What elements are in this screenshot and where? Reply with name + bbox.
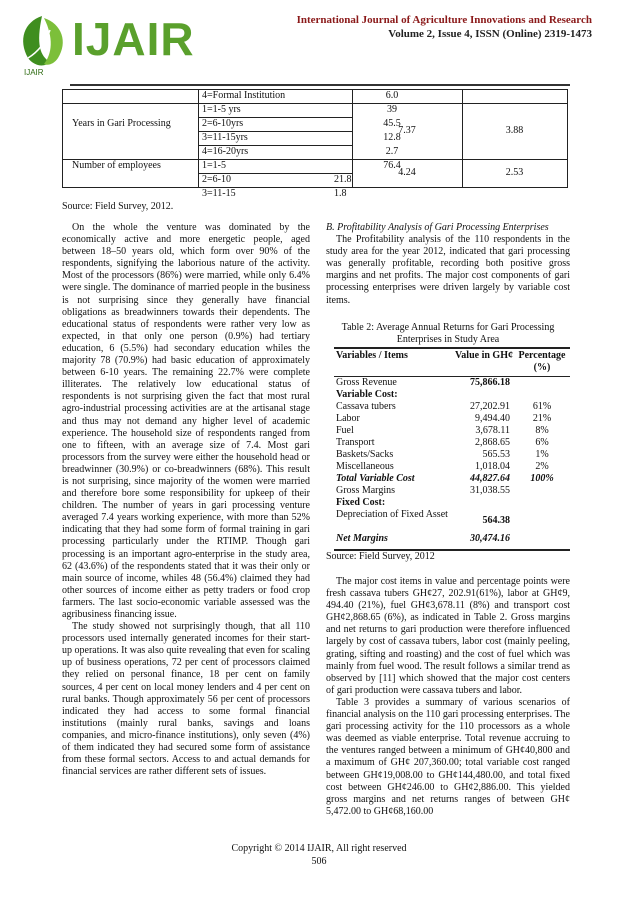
table1-source: Source: Field Survey, 2012. [62, 201, 174, 212]
table2-value: 31,038.55 [470, 485, 510, 496]
table2-item: Depreciation of Fixed Asset [336, 509, 448, 520]
paragraph: The Profitability analysis of the 110 respondents in the study area for the year 2012, indicated that gari processing was generally profitable, recording both positive gross margins and net profits. The major cost components of gari processing enterprises were driven largely by variable cost items. [326, 234, 570, 306]
table-cell: 76.4 [383, 160, 401, 171]
table-cell: 2=6-10yrs [202, 118, 244, 129]
copyright: Copyright © 2014 IJAIR, All right reserved [231, 843, 407, 854]
right-column-bottom [326, 576, 570, 818]
table2-item: Gross Revenue [336, 377, 397, 388]
table2-value: 565.53 [482, 449, 510, 460]
section-heading: B. Profitability Analysis of Gari Processing Enterprises [326, 222, 549, 233]
table2-source: Source: Field Survey, 2012 [326, 551, 435, 562]
page-number: 506 [311, 856, 327, 867]
table2-percentage: 21% [532, 413, 552, 424]
journal-logo [14, 8, 214, 78]
paragraph: On the whole the venture was dominated by the economically active and more energetic people, aged between 18–50 years old, which form over 90% of the respondents, signifying the laborious nature of the activity. Most of the processors (86%) were married, while only 6.4% were single. The dominance of married people in the business is not surprising since they generally have financial obligations as breadwinners towards their dependents. The educational status of respondents were rather very low as expected, in that only one person (0.9%) had tertiary education, 6 (5.5%) had secondary education whiles the majority 78 (70.9%) had basic education of approximately between 6-10 years. The remaining 22.7% were complete illiterates. The relatively low educational status of respondents is not surprising given the fact that most rural agro-industrial processing activities are at the artisanal stage and thus may not demand any higher level of academic experience. The household size of respondents ranged from one to fifteen, with an average size of 7.4. Most gari processors from the survey were either the household head or breadwinner (30.9%) or co-breadwinners (68%). This result is not surprising, since majority of the women were married and therefore bore some responsibility for upkeep of their children. The number of years in gari processing venture averaged 7.4 years working experience, with more than 52% indicating that they had some form of formal training in gari processing particularly under the RTIMP. Though gari processing is an important agro-enterprise in the study area, 62 (43.6%) of the respondents stated that it was their only or main source of income, whiles 48 (56.4%) claimed they had other sources of income either as petty traders or food crop farmers. The last socio-economic variable assessed was the agribusiness financing issue. [62, 222, 310, 620]
table2-value: 2,868.65 [475, 437, 510, 448]
demographics-table [62, 89, 568, 199]
table2-item: Gross Margins [336, 485, 395, 496]
table-cell: 3=11-15yrs [202, 132, 248, 143]
leaf-logo-icon [14, 12, 70, 70]
table2-value: 30,474.16 [470, 533, 510, 544]
table-cell: 4=16-20yrs [202, 146, 249, 157]
paragraph: The major cost items in value and percentage points were fresh cassava tubers GH¢27, 202.91(61%), labor at GH¢9, 494.40 (21%), fuel GH¢3,678.11 (8%) and transport cost GH¢2,868.65 (6%), as indicated in Table 2. Gross margins and net returns to gari production were therefore influenced largely by cost of cassava tubers, labor cost (mainly peeling, grating, sifting and roasting) and the cost of fuel which was mainly from fuel wood. The result follows a similar trend as observed by [11] which showed that the major cost centers of gari production were cassava tubers and labor. [326, 576, 570, 696]
table-cell: 45.5 [383, 118, 401, 129]
column-header: Value in GH¢ [455, 350, 513, 361]
footer [0, 842, 638, 868]
table2-percentage: 8% [535, 425, 549, 436]
table2-item: Fuel [336, 425, 354, 436]
table2-value: 44,827.64 [470, 473, 510, 484]
table2-value: 3,678.11 [475, 425, 510, 436]
table2-item: Variable Cost: [336, 389, 398, 400]
journal-title: International Journal of Agriculture Innovations and Research [296, 14, 592, 26]
table2-item: Miscellaneous [336, 461, 394, 472]
table-cell: 4=Formal Institution [202, 90, 286, 101]
table-cell: 4.24 [398, 167, 416, 178]
column-header: Variables / Items [336, 350, 408, 361]
table2-percentage: 2% [535, 461, 549, 472]
table-cell: 3=11-15 [202, 188, 236, 199]
table2-value: 27,202.91 [470, 401, 510, 412]
table-cell: 39 [387, 104, 397, 115]
table2-value: 564.38 [482, 515, 510, 526]
returns-table [326, 322, 570, 570]
table2-percentage: 6% [535, 437, 549, 448]
table2-value: 1,018.04 [475, 461, 510, 472]
table-cell: 2.7 [385, 146, 399, 157]
table-group-label: Years in Gari Processing [72, 118, 171, 129]
table-cell: 12.8 [383, 132, 401, 143]
paragraph: The study showed not surprisingly though, that all 110 processors used internally generated incomes for their start-up operations. It was also quite revealing that even for scaling up of business operations, 72 per cent of processors claimed they relied on personal finance, 18 per cent on family sources, 4 per cent on local money lenders and 4 per cent on rural banks. Though approximately 56 per cent of processors indicated they had access to some formal financial institutions (mainly rural banks, savings and loans companies, and micro-finance institutions), only seven (4%) of them indicated they had secured some form of assistance from these formal sectors. Access to and actual demands for financial services are rather different sets of issues. [62, 621, 310, 778]
table-cell: 21.8 [334, 174, 352, 185]
journal-issue: Volume 2, Issue 4, ISSN (Online) 2319-1473 [388, 28, 592, 40]
left-column [62, 222, 310, 842]
header-rule [70, 84, 570, 86]
table-cell: 2=6-10 [202, 174, 231, 185]
table-cell: 1=1-5 [202, 160, 226, 171]
table-cell: 3.88 [505, 125, 524, 136]
table2-item: Fixed Cost: [336, 497, 386, 508]
table2-percentage: 61% [532, 401, 552, 412]
table-cell: 2.53 [505, 167, 524, 178]
table-group-label: Number of employees [72, 160, 161, 171]
table-caption: Enterprises in Study Area [396, 334, 500, 345]
table2-percentage: 1% [535, 449, 549, 460]
table2-value: 75,866.18 [470, 377, 510, 388]
table-cell: 1=1-5 yrs [202, 104, 241, 115]
table2-item: Cassava tubers [336, 401, 396, 412]
table-cell: 1.8 [334, 188, 347, 199]
table2-item: Net Margins [336, 533, 388, 544]
brand-name: IJAIR [72, 13, 195, 65]
table-caption: Table 2: Average Annual Returns for Gari Processing [341, 322, 555, 333]
table-cell: 6.0 [385, 90, 399, 101]
table2-item: Baskets/Sacks [336, 449, 394, 460]
brand-sub: IJAIR [24, 68, 44, 77]
table2-percentage: 100% [530, 473, 554, 484]
table2-item: Labor [336, 413, 360, 424]
table2-item: Total Variable Cost [336, 473, 415, 484]
table-cell: 7.37 [398, 125, 416, 136]
paragraph: Table 3 provides a summary of various scenarios of financial analysis on the 110 gari processing enterprises. The gari processing activity for the 110 processors as a whole was deemed as viable enterprise. Total revenue accruing to the ventures ranged between a minimum of GH¢40,800 and a maximum of GH¢ 207,360.00; total variable cost ranged between GH¢19,008.00 to GH¢144,480.00, and total fixed cost between GH¢246.00 to GH¢2,886.00. This yielded gross margins and net returns ranges of between GH¢ 5,472.00 to GH¢68,160.00 [326, 696, 570, 817]
table2-value: 9,494.40 [475, 413, 510, 424]
right-column [326, 222, 570, 307]
table2-item: Transport [336, 437, 375, 448]
column-header: Percentage (%) [518, 350, 566, 373]
